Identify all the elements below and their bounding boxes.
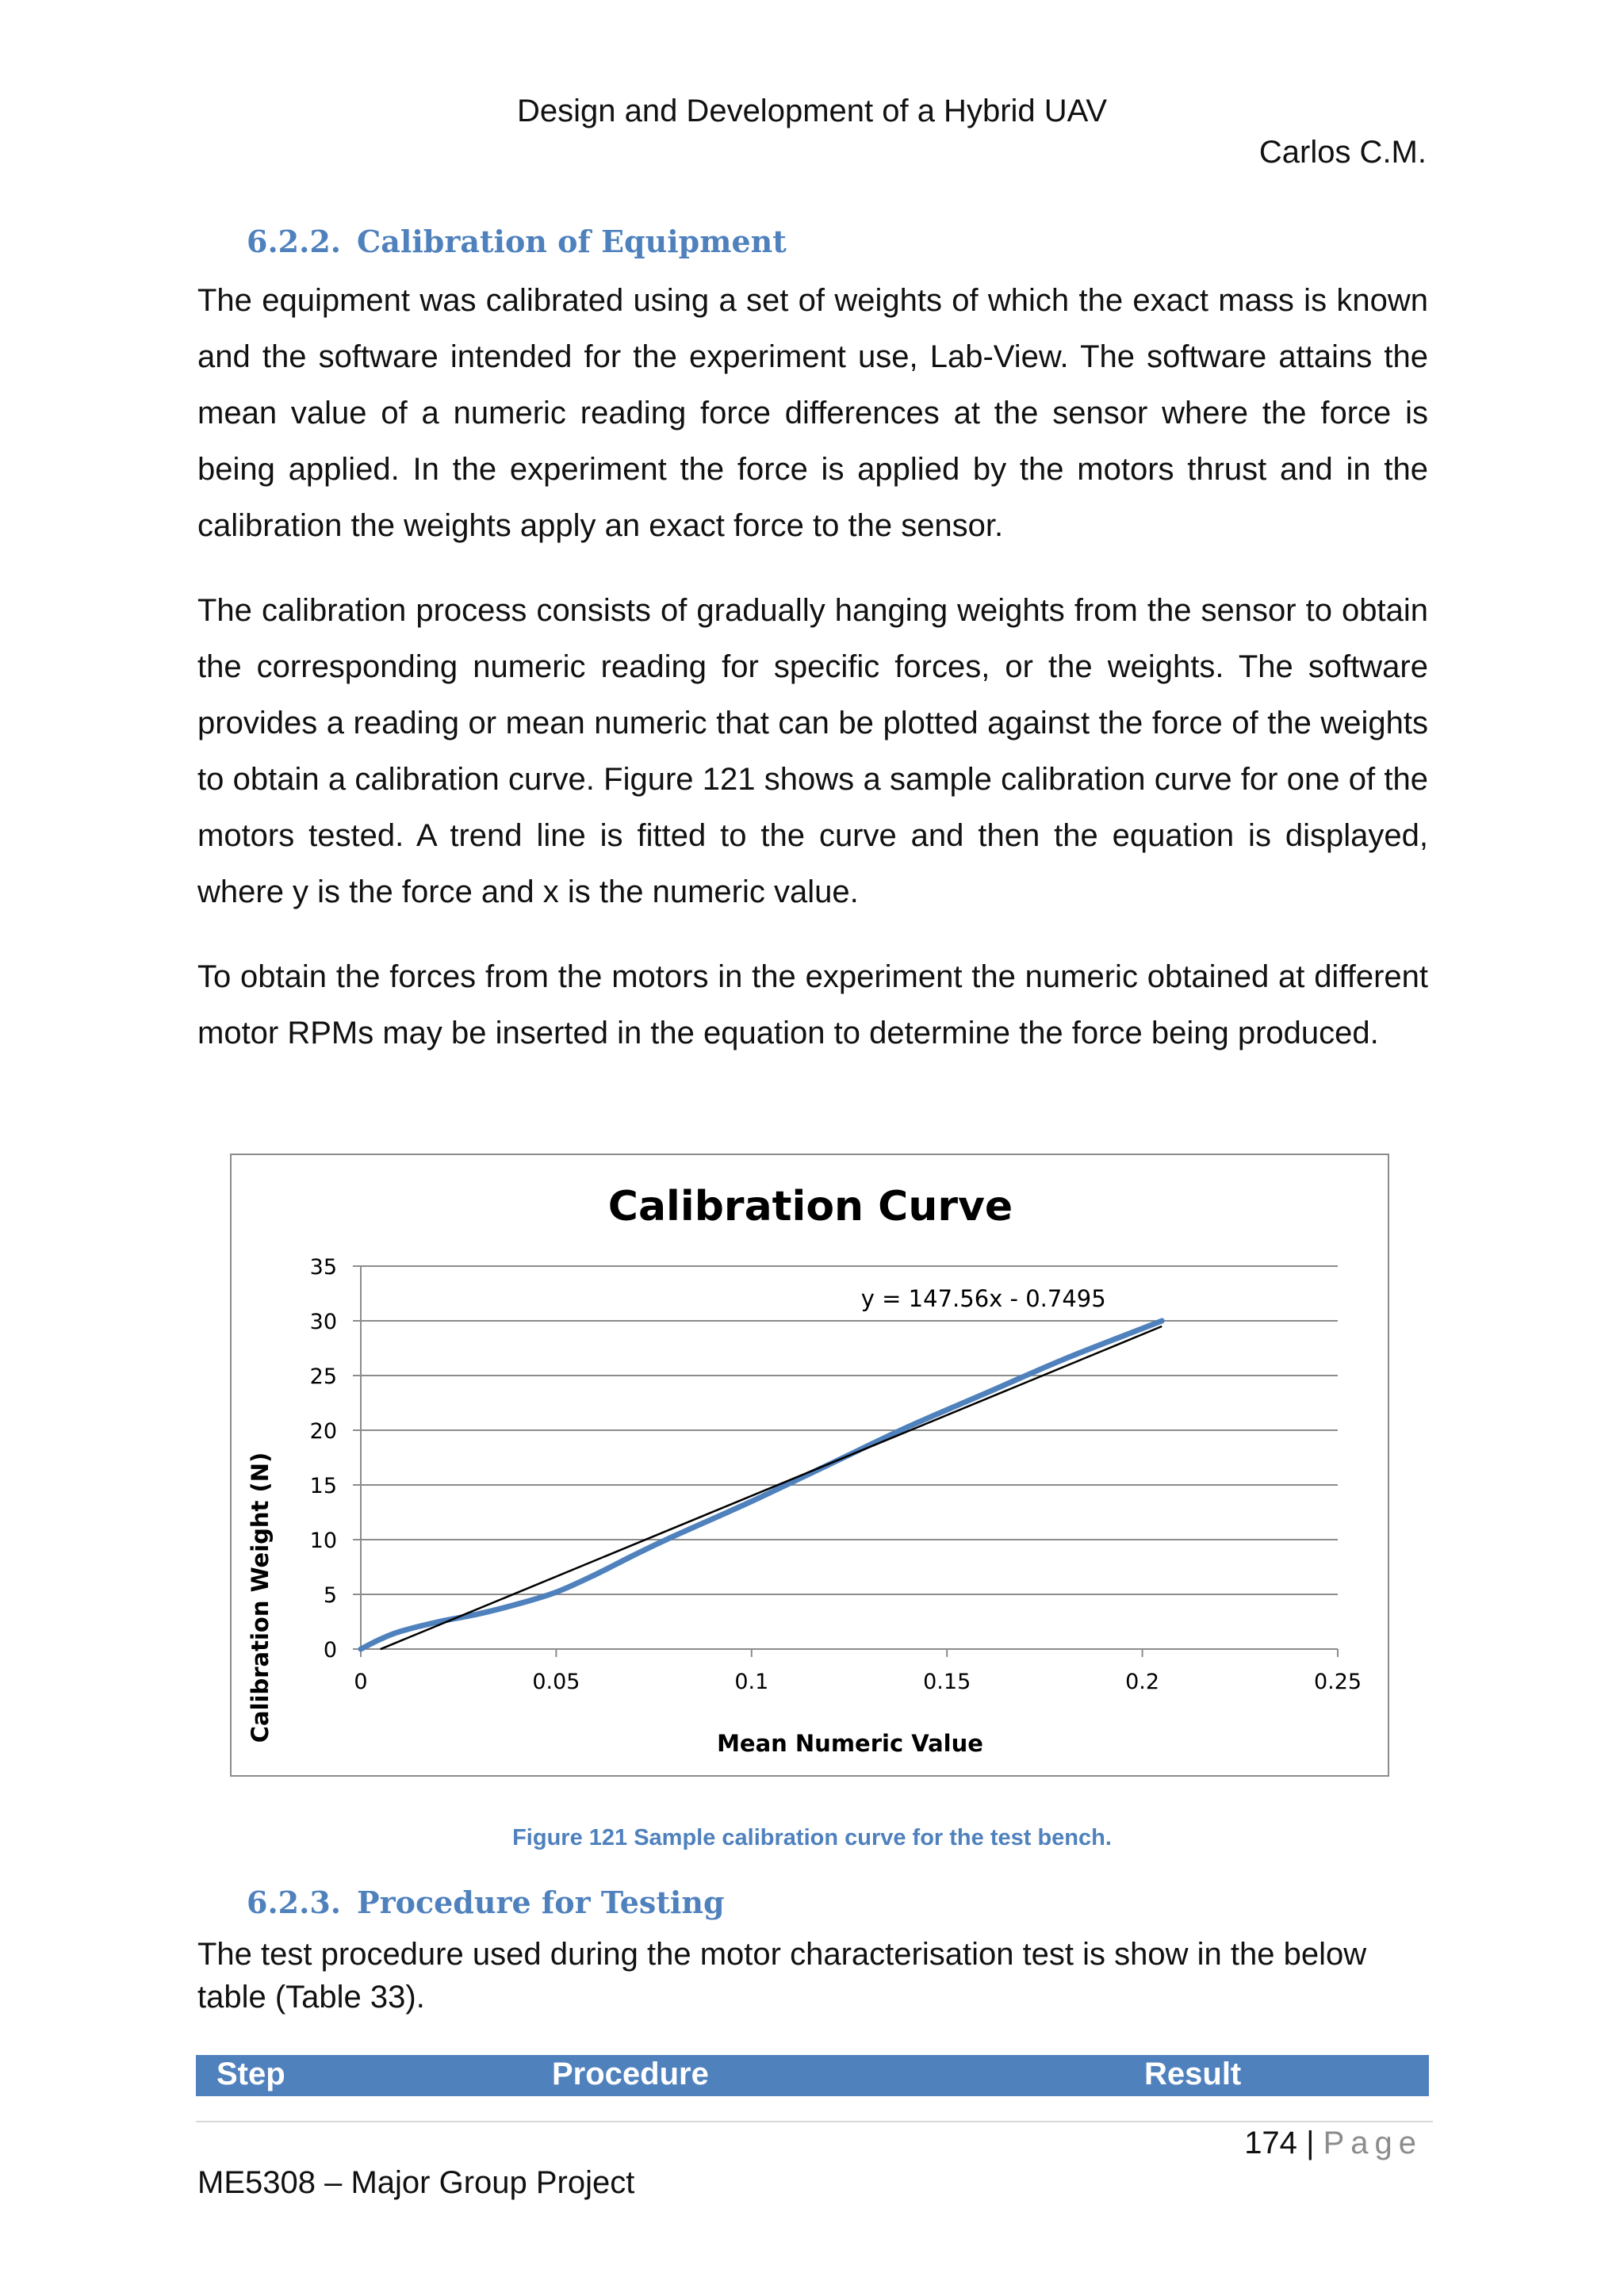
paragraph-1: The equipment was calibrated using a set of weights of which the exact mass is known and the software intended for the experiment use, Lab-View. The software attains the mean value of a numeric reading force differences at the sensor where the force is being applied. In the experiment the force is applied by the motors thrust and in the calibration the weights apply an exact force to the sensor.	[197, 283, 1428, 543]
section-title: Procedure for Testing	[357, 1885, 725, 1920]
section-number: 6.2.3.	[247, 1885, 342, 1920]
chart-frame	[230, 1154, 1389, 1777]
x-tick-label: 0.05	[532, 1670, 580, 1694]
y-tick-label: 35	[309, 1255, 337, 1280]
page-number	[1244, 2126, 1423, 2161]
calibration-chart	[232, 1155, 1388, 1775]
chart-title: Calibration Curve	[607, 1183, 1013, 1230]
paragraph-procedure: The test procedure used during the motor characterisation test is show in the below table (Table 33).	[197, 1937, 1367, 2015]
table-header-procedure: Procedure	[552, 2057, 709, 2091]
table-header-step: Step	[216, 2057, 285, 2091]
trendline-equation: y = 147.56x - 0.7495	[860, 1285, 1106, 1313]
figure-caption: Figure 121 Sample calibration curve for the test bench.	[512, 1825, 1112, 1850]
x-tick-label: 0.15	[923, 1670, 971, 1694]
section-heading-procedure	[247, 1885, 725, 1920]
table-header-row	[196, 2055, 1429, 2096]
x-tick-label: 0.25	[1313, 1670, 1362, 1694]
section-title: Calibration of Equipment	[357, 224, 787, 259]
x-tick-label: 0	[354, 1670, 368, 1694]
section-number: 6.2.2.	[247, 224, 342, 259]
paragraph-2: The calibration process consists of gradually hanging weights from the sensor to obtain the corresponding numeric reading for specific forces, or the weights. The software provides a reading or mean numeric that can be plotted against the force of the weights to obtain a calibration curve. Figure 121 shows a sample calibration curve for one of the motors tested. A trend line is fitted to the curve and then the equation is displayed, where y is the force and x is the numeric value.	[197, 593, 1428, 909]
y-tick-label: 25	[309, 1364, 337, 1389]
y-tick-label: 0	[323, 1638, 337, 1663]
y-axis-label: Calibration Weight (N)	[247, 1452, 274, 1743]
y-tick-label: 5	[323, 1583, 337, 1608]
page-word: Page	[1323, 2126, 1423, 2160]
x-axis-label: Mean Numeric Value	[717, 1730, 983, 1757]
x-tick-label: 0.1	[734, 1670, 769, 1694]
header-author: Carlos C.M.	[1258, 135, 1427, 170]
table-header-result: Result	[1144, 2057, 1242, 2091]
trendline	[381, 1326, 1162, 1649]
y-tick-label: 15	[309, 1474, 337, 1498]
page-number-value: 174	[1244, 2126, 1297, 2160]
footer-divider	[196, 2121, 1433, 2122]
page-separator: |	[1306, 2126, 1315, 2160]
x-tick-label: 0.2	[1125, 1670, 1160, 1694]
section-heading-calibration	[247, 224, 787, 259]
y-tick-label: 10	[309, 1529, 337, 1553]
footer-project: ME5308 – Major Group Project	[197, 2165, 635, 2200]
header-title: Design and Development of a Hybrid UAV	[516, 94, 1108, 128]
y-tick-label: 20	[309, 1419, 337, 1444]
y-tick-label: 30	[309, 1310, 337, 1334]
paragraph-3: To obtain the forces from the motors in the experiment the numeric obtained at different motor RPMs may be inserted in the equation to determine the force being produced.	[197, 959, 1428, 1050]
